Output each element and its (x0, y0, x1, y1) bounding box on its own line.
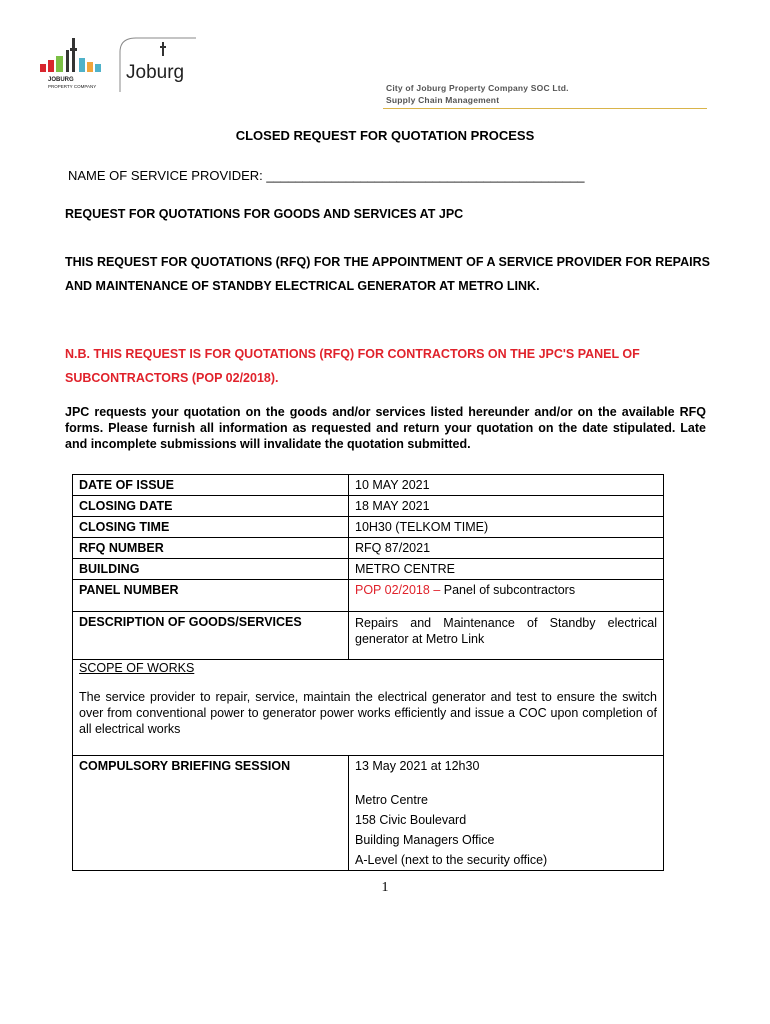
section-heading: REQUEST FOR QUOTATIONS FOR GOODS AND SERVICES AT JPC (65, 207, 464, 221)
panel-number-label: PANEL NUMBER (73, 580, 349, 612)
table-row (73, 517, 664, 538)
table-row (73, 475, 664, 496)
briefing-value (349, 756, 664, 871)
briefing-spacer (355, 776, 657, 790)
document-title: CLOSED REQUEST FOR QUOTATION PROCESS (235, 128, 535, 143)
company-info (386, 82, 569, 106)
jpc-logo (38, 36, 110, 92)
rfq-purpose-paragraph: THIS REQUEST FOR QUOTATIONS (RFQ) FOR THE APPOINTMENT OF A SERVICE PROVIDER FOR REPAIRS AND MAINTENANCE OF STANDBY ELECTRICAL GENERATOR AT METRO LINK. (65, 255, 710, 293)
company-name: City of Joburg Property Company SOC Ltd. (386, 83, 569, 93)
svg-text:PROPERTY COMPANY: PROPERTY COMPANY (48, 84, 97, 89)
department-name: Supply Chain Management (386, 95, 500, 105)
table-row (73, 612, 664, 660)
page-number: 1 (381, 880, 389, 895)
briefing-label: COMPULSORY BRIEFING SESSION (73, 756, 349, 871)
scope-text: The service provider to repair, service, maintain the electrical generator and test to ensure the switch over from conventional power to generator power works efficiently and issue a COC upon completion of all electrical works (79, 690, 657, 736)
rfq-number-label: RFQ NUMBER (73, 538, 349, 559)
rfq-details-table (72, 474, 664, 871)
service-provider-name-line: NAME OF SERVICE PROVIDER: ____________________________________________ (68, 168, 585, 183)
briefing-address-line: Metro Centre (355, 793, 428, 807)
briefing-datetime: 13 May 2021 at 12h30 (355, 759, 480, 773)
joburg-logo (116, 34, 198, 94)
panel-dash: – (429, 583, 444, 597)
table-row (73, 496, 664, 517)
rfq-number-value: RFQ 87/2021 (349, 538, 664, 559)
svg-text:Joburg: Joburg (126, 62, 185, 83)
closing-time-label: CLOSING TIME (73, 517, 349, 538)
header-rule (383, 108, 707, 109)
scope-cell (73, 660, 664, 756)
closing-date-label: CLOSING DATE (73, 496, 349, 517)
svg-text:JOBURG: JOBURG (48, 77, 74, 83)
building-label: BUILDING (73, 559, 349, 580)
table-row (73, 538, 664, 559)
intro-paragraph: JPC requests your quotation on the goods and/or services listed hereunder and/or on the available RFQ forms. Please furnish all information as requested and return your quotation on the date stipulated. Late and incomplete submissions will invalidate the quotation submitted. (65, 405, 706, 451)
description-value: Repairs and Maintenance of Standby electrical generator at Metro Link (349, 612, 664, 660)
table-row (73, 559, 664, 580)
description-label: DESCRIPTION OF GOODS/SERVICES (73, 612, 349, 660)
panel-code: POP 02/2018 (355, 583, 430, 597)
table-row (73, 580, 664, 612)
table-row (73, 660, 664, 756)
briefing-address-line: 158 Civic Boulevard (355, 813, 467, 827)
panel-text: Panel of subcontractors (443, 583, 576, 597)
table-row (73, 756, 664, 871)
closing-date-value: 18 MAY 2021 (349, 496, 664, 517)
briefing-address-line: A-Level (next to the security office) (355, 853, 548, 867)
briefing-address-line: Building Managers Office (355, 833, 495, 847)
panel-number-value (349, 580, 664, 612)
date-issue-value: 10 MAY 2021 (349, 475, 664, 496)
scope-title: SCOPE OF WORKS (79, 661, 195, 675)
nb-notice-paragraph: N.B. THIS REQUEST IS FOR QUOTATIONS (RFQ) FOR CONTRACTORS ON THE JPC'S PANEL OF SUBCONTRACTORS (POP 02/2018). (65, 347, 640, 385)
closing-time-value: 10H30 (TELKOM TIME) (349, 517, 664, 538)
date-issue-label: DATE OF ISSUE (73, 475, 349, 496)
building-value: METRO CENTRE (349, 559, 664, 580)
